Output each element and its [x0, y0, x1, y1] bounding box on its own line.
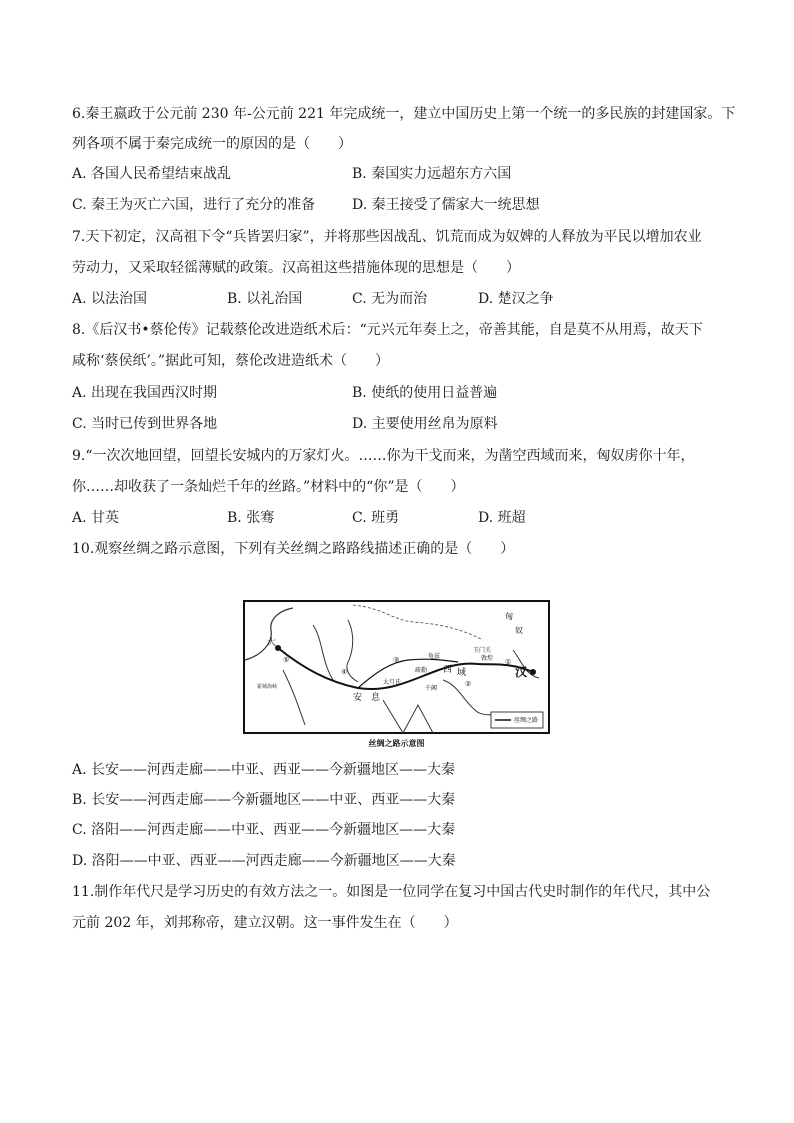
- q7-option-d[interactable]: D. 楚汉之争: [478, 291, 554, 307]
- label-yu: 域: [457, 668, 467, 678]
- q7-option-b[interactable]: B. 以礼治国: [227, 291, 303, 307]
- q8-option-a[interactable]: A. 出现在我国西汉时期: [72, 385, 218, 401]
- label-xiongnu-2: 奴: [515, 626, 523, 635]
- silk-road-map: [243, 600, 550, 734]
- q7-option-c[interactable]: C. 无为而治: [352, 291, 428, 307]
- q9-option-d[interactable]: D. 班超: [478, 510, 526, 526]
- label-anxi: 安 息: [353, 693, 381, 703]
- label-daqin: 大: [267, 638, 277, 648]
- map-legend-label: 丝绸之路: [514, 717, 539, 724]
- label-han: 汉: [515, 665, 528, 679]
- q9-stem-line-2: 你……却收获了一条灿烂千年的丝路。”材料中的“你”是（ ）: [72, 479, 465, 495]
- q8-option-c[interactable]: C. 当时已传到世界各地: [72, 416, 218, 432]
- q8-option-b[interactable]: B. 使纸的使用日益普遍: [352, 385, 498, 401]
- q10-option-b[interactable]: B. 长安——河西走廊——今新疆地区——中亚、西亚——大秦: [72, 792, 456, 808]
- q10-stem-line-1: 10.观察丝绸之路示意图，下列有关丝绸之路路线描述正确的是（ ）: [72, 541, 515, 557]
- q6-stem-line-1: 6.秦王嬴政于公元前 230 年-公元前 221 年完成统一，建立中国历史上第一个统一的多民族的封建国家。下: [72, 106, 736, 122]
- q9-option-b[interactable]: B. 张骞: [227, 510, 275, 526]
- label-qiuci: 龟兹: [428, 653, 441, 660]
- label-shule: 疏勒: [415, 667, 428, 674]
- map-number-5: ⑤: [283, 656, 290, 664]
- city-marker-han: [530, 669, 536, 675]
- q8-option-d[interactable]: D. 主要使用丝帛为原料: [352, 416, 498, 432]
- q7-stem-line-1: 7.天下初定，汉高祖下令“兵皆罢归家”，并将那些因战乱、饥荒而成为奴婢的人释放为平民以增加农业: [72, 229, 702, 245]
- q10-option-c[interactable]: C. 洛阳——河西走廊——中亚、西亚——今新疆地区——大秦: [72, 822, 456, 838]
- map-number-3: ③: [393, 656, 400, 664]
- q11-stem-line-1: 11.制作年代尺是学习历史的有效方法之一。如图是一位同学在复习中国古代史时制作的年代尺，其中公: [72, 884, 711, 900]
- q8-stem-line-1: 8.《后汉书•蔡伦传》记载蔡伦改进造纸术后：“元兴元年奏上之，帝善其能，自是莫不从用焉，故天下: [72, 322, 703, 338]
- q10-option-d[interactable]: D. 洛阳——中亚、西亚——河西走廊——今新疆地区——大秦: [72, 853, 456, 869]
- q6-option-d[interactable]: D. 秦王接受了儒家大一统思想: [352, 197, 540, 213]
- label-dunhuang: 敦煌: [481, 655, 494, 662]
- map-number-4: ④: [341, 668, 348, 676]
- map-caption: 丝绸之路示意图: [368, 738, 425, 748]
- q9-option-a[interactable]: A. 甘英: [72, 510, 120, 526]
- q7-option-a[interactable]: A. 以法治国: [72, 291, 148, 307]
- label-yumen: 玉门关: [473, 647, 492, 654]
- label-sea: 霍城海峡: [257, 684, 278, 690]
- q11-stem-line-2: 元前 202 年，刘邦称帝，建立汉朝。这一事件发生在（ ）: [72, 915, 458, 931]
- q7-stem-line-2: 劳动力，又采取轻徭薄赋的政策。汉高祖这些措施体现的思想是（ ）: [72, 260, 520, 276]
- map-number-2: ②: [465, 680, 472, 688]
- q10-option-a[interactable]: A. 长安——河西走廊——中亚、西亚——今新疆地区——大秦: [72, 762, 456, 778]
- label-qianfo: 千阗: [425, 685, 438, 692]
- q8-stem-line-2: 咸称‘蔡侯纸’。”据此可知，蔡伦改进造纸术（ ）: [72, 353, 390, 369]
- q6-option-b[interactable]: B. 秦国实力远超东方六国: [352, 166, 512, 182]
- label-xi: 西: [443, 665, 453, 675]
- q6-option-c[interactable]: C. 秦王为灭亡六国，进行了充分的准备: [72, 197, 316, 213]
- map-number-1: ①: [505, 658, 512, 666]
- q6-stem-line-2: 列各项不属于秦完成统一的原因的是（ ）: [72, 136, 352, 152]
- q9-stem-line-1: 9.“一次次地回望，回望长安城内的万家灯火。……你为干戈而来，为凿空西域而来，匈奴虏你十年，: [72, 448, 695, 464]
- label-dayuan: 大月氏: [383, 679, 402, 686]
- label-xiongnu-1: 匈: [505, 612, 513, 621]
- silk-road-map-graphic: [243, 600, 550, 734]
- q9-option-c[interactable]: C. 班勇: [352, 510, 400, 526]
- q6-option-a[interactable]: A. 各国人民希望结束战乱: [72, 166, 232, 182]
